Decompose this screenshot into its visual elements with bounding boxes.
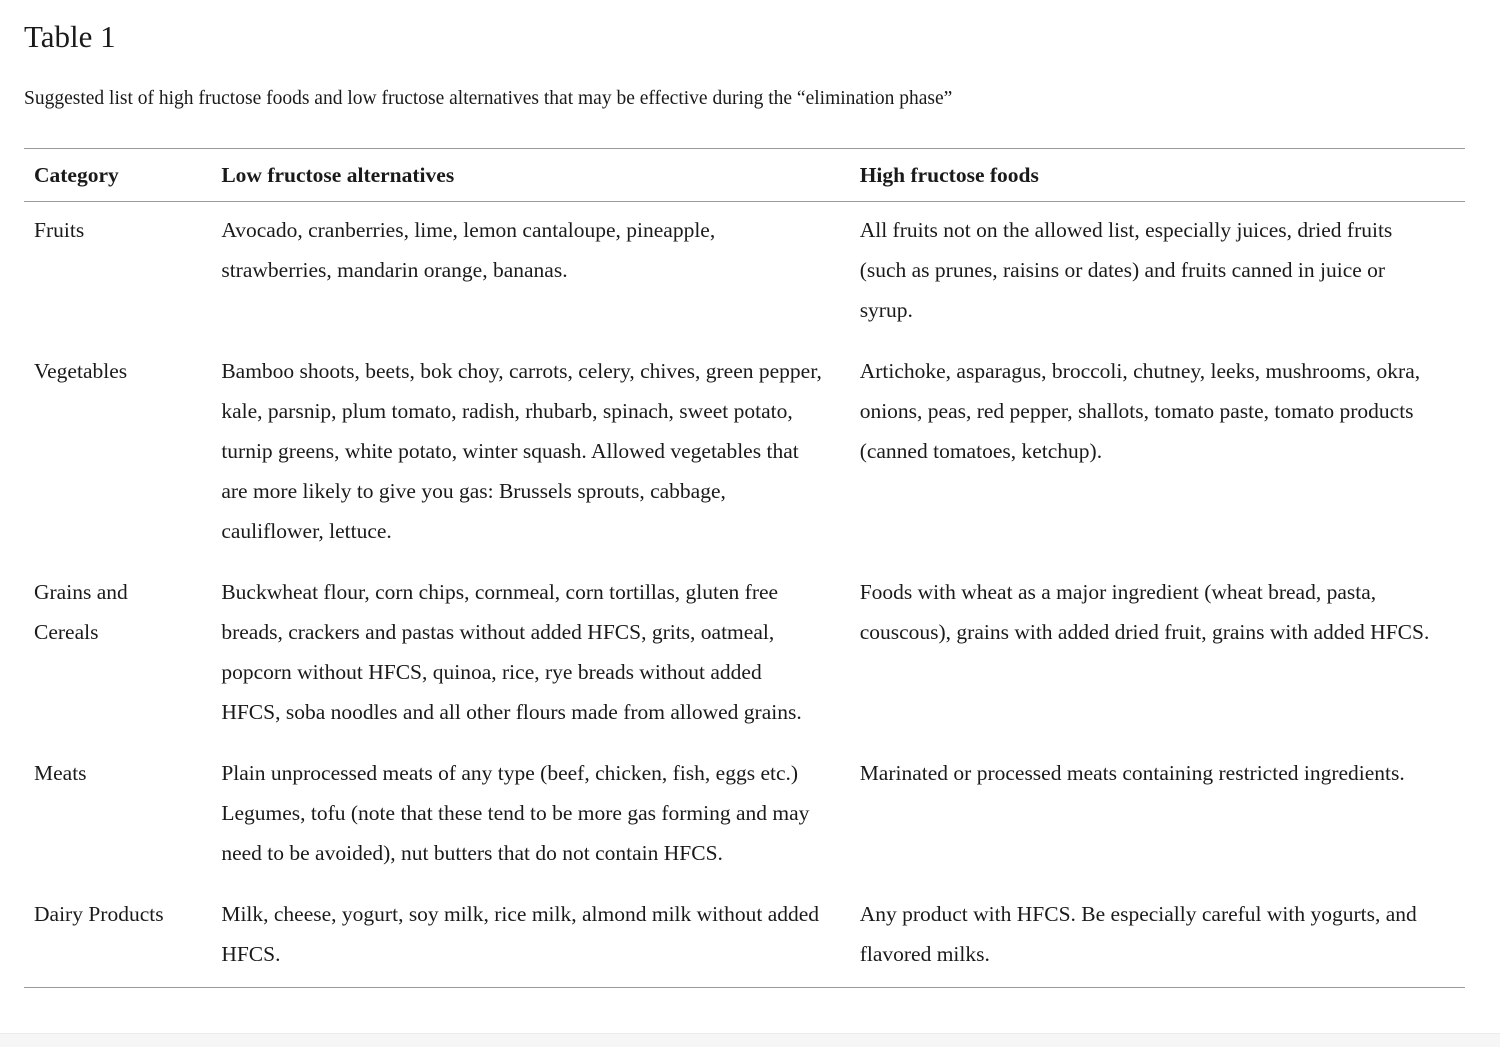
category-cell: Grains and Cereals [34, 580, 128, 645]
column-header-category: Category [24, 149, 211, 202]
high-fructose-cell: Artichoke, asparagus, broccoli, chutney, leeks, mushrooms, okra, onions, peas, red pepper, shallots, tomato paste, tomato products (canned tomatoes, ketchup). [859, 359, 1421, 464]
low-fructose-cell: Avocado, cranberries, lime, lemon cantaloupe, pineapple, strawberries, mandarin orange, bananas. [221, 218, 716, 283]
category-cell: Fruits [34, 218, 85, 243]
table-title: Table 1 [24, 19, 116, 54]
low-fructose-cell: Milk, cheese, yogurt, soy milk, rice milk, almond milk without added HFCS. [221, 902, 820, 967]
high-fructose-cell: Foods with wheat as a major ingredient (wheat bread, pasta, couscous), grains with added dried fruit, grains with added HFCS. [859, 580, 1430, 645]
column-header-low-fructose: Low fructose alternatives [211, 149, 849, 202]
food-table [24, 148, 1465, 988]
low-fructose-cell: Bamboo shoots, beets, bok choy, carrots, celery, chives, green pepper, kale, parsnip, plum tomato, radish, rhubarb, spinach, sweet potato, turnip greens, white potato, winter squash. Allowed vegetables that are more likely to give you gas: Brussels sprouts, cabbage, cauliflower, lettuce. [221, 359, 822, 544]
table-row [24, 202, 1465, 344]
header-row [24, 149, 1465, 202]
table-row [24, 564, 1465, 745]
high-fructose-cell: Marinated or processed meats containing restricted ingredients. [859, 761, 1405, 786]
table-caption: Suggested list of high fructose foods and low fructose alternatives that may be effective during the “elimination phase” [24, 88, 953, 110]
category-cell: Dairy Products [34, 902, 164, 927]
table-row [24, 745, 1465, 886]
table-row [24, 886, 1465, 988]
table-row [24, 343, 1465, 564]
horizontal-scrollbar-track[interactable] [0, 1033, 1500, 1047]
low-fructose-cell: Plain unprocessed meats of any type (beef, chicken, fish, eggs etc.) Legumes, tofu (note that these tend to be more gas forming and may need to be avoided), nut butters that do not contain HFCS. [221, 761, 810, 866]
high-fructose-cell: Any product with HFCS. Be especially careful with yogurts, and flavored milks. [859, 902, 1417, 967]
column-header-high-fructose: High fructose foods [850, 149, 1465, 202]
high-fructose-cell: All fruits not on the allowed list, especially juices, dried fruits (such as prunes, raisins or dates) and fruits canned in juice or syrup. [859, 218, 1393, 323]
low-fructose-cell: Buckwheat flour, corn chips, cornmeal, corn tortillas, gluten free breads, crackers and pastas without added HFCS, grits, oatmeal, popcorn without HFCS, quinoa, rice, rye breads without added HFCS, soba noodles and all other flours made from allowed grains. [221, 580, 802, 725]
category-cell: Meats [34, 761, 87, 786]
category-cell: Vegetables [34, 359, 128, 384]
